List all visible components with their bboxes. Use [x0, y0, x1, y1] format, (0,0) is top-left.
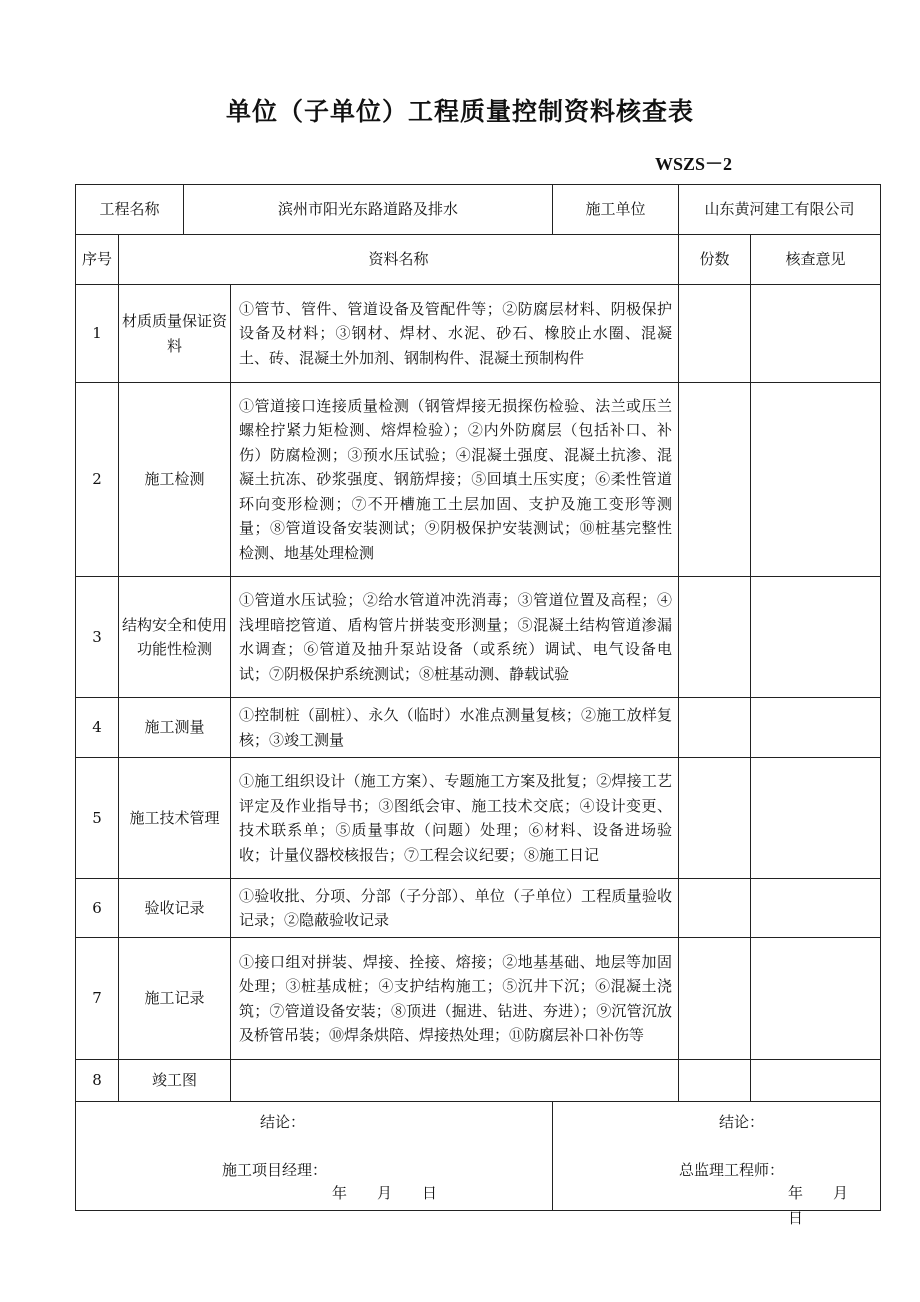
row-category: 施工技术管理: [119, 758, 231, 879]
table-row: [76, 1060, 881, 1102]
row-category: 竣工图: [119, 1060, 231, 1102]
row-description: ①管节、管件、管道设备及管配件等；②防腐层材料、阴极保护设备及材料；③钢材、焊材、水泥、砂石、橡胶止水圈、混凝土、砖、混凝土外加剂、钢制构件、混凝土预制构件: [231, 285, 679, 383]
row-category: 结构安全和使用功能性检测: [119, 577, 231, 698]
chief-supervisor-label: 总监理工程师：: [679, 1161, 785, 1179]
row-number: 8: [76, 1060, 119, 1102]
row-number: 1: [76, 285, 119, 383]
supervisor-signature-block: [553, 1102, 881, 1227]
supervisor-conclusion-label: 结论：: [719, 1113, 765, 1131]
copies-header: 份数: [679, 235, 751, 285]
table-row: [76, 758, 881, 879]
opinion-cell: [751, 577, 881, 698]
signature-row: [76, 1102, 881, 1211]
table-row: [76, 577, 881, 698]
table-row: [76, 383, 881, 577]
project-name-value: 滨州市阳光东路道路及排水: [184, 185, 553, 235]
opinion-cell: [751, 938, 881, 1060]
contractor-signature-block: [76, 1102, 553, 1211]
copies-cell: [679, 938, 751, 1060]
doc-name-header: 资料名称: [119, 235, 679, 285]
inspection-table: [75, 184, 881, 1227]
row-category: 施工测量: [119, 698, 231, 758]
row-number: 3: [76, 577, 119, 698]
row-category: 施工检测: [119, 383, 231, 577]
contractor-value: 山东黄河建工有限公司: [679, 185, 881, 235]
form-code: WSZS－2: [655, 154, 733, 174]
copies-cell: [679, 577, 751, 698]
opinion-cell: [751, 698, 881, 758]
row-number: 5: [76, 758, 119, 879]
table-row: [76, 879, 881, 938]
seq-header: 序号: [76, 235, 119, 285]
row-number: 7: [76, 938, 119, 1060]
opinion-header: 核查意见: [751, 235, 881, 285]
table-row: [76, 285, 881, 383]
opinion-cell: [751, 285, 881, 383]
opinion-cell: [751, 1060, 881, 1102]
supervisor-date: 年 月 日: [788, 1184, 879, 1227]
opinion-cell: [751, 758, 881, 879]
project-manager-label: 施工项目经理：: [222, 1161, 328, 1179]
copies-cell: [679, 285, 751, 383]
table-row: [76, 698, 881, 758]
row-category: 施工记录: [119, 938, 231, 1060]
copies-cell: [679, 879, 751, 938]
row-description: ①验收批、分项、分部（子分部）、单位（子单位）工程质量验收记录；②隐蔽验收记录: [231, 879, 679, 938]
opinion-cell: [751, 879, 881, 938]
contractor-label: 施工单位: [553, 185, 679, 235]
row-description: ①控制桩（副桩）、永久（临时）水准点测量复核；②施工放样复核；③竣工测量: [231, 698, 679, 758]
row-category: 材质质量保证资料: [119, 285, 231, 383]
row-number: 4: [76, 698, 119, 758]
row-description: [231, 1060, 679, 1102]
row-category: 验收记录: [119, 879, 231, 938]
row-number: 2: [76, 383, 119, 577]
contractor-conclusion-label: 结论：: [260, 1113, 306, 1131]
copies-cell: [679, 758, 751, 879]
row-number: 6: [76, 879, 119, 938]
project-name-label: 工程名称: [76, 185, 184, 235]
row-description: ①管道接口连接质量检测（钢管焊接无损探伤检验、法兰或压兰螺栓拧紧力矩检测、熔焊检验）；②内外防腐层（包括补口、补伤）防腐检测；③预水压试验；④混凝土强度、混凝土抗渗、混凝土抗冻、砂浆强度、钢筋焊接；⑤回填土压实度；⑥柔性管道环向变形检测；⑦不开槽施工土层加固、支护及施工变形等测量；⑧管道设备安装测试；⑨阴极保护安装测试；⑩桩基完整性检测、地基处理检测: [231, 383, 679, 577]
copies-cell: [679, 383, 751, 577]
copies-cell: [679, 1060, 751, 1102]
row-description: ①接口组对拼装、焊接、拴接、熔接；②地基基础、地层等加固处理；③桩基成桩；④支护结构施工；⑤沉井下沉；⑥混凝土浇筑；⑦管道设备安装；⑧顶进（掘进、钻进、夯进）；⑨沉管沉放及桥管吊装；⑩焊条烘陪、焊接热处理；⑪防腐层补口补伤等: [231, 938, 679, 1060]
page-title: 单位（子单位）工程质量控制资料核查表: [225, 97, 694, 126]
project-info-row: [76, 185, 881, 235]
opinion-cell: [751, 383, 881, 577]
column-header-row: [76, 235, 881, 285]
table-row: [76, 938, 881, 1060]
row-description: ①管道水压试验；②给水管道冲洗消毒；③管道位置及高程；④浅埋暗挖管道、盾构管片拼装变形测量；⑤混凝土结构管道渗漏水调查；⑥管道及抽升泵站设备（或系统）调试、电气设备电试；⑦阴极保护系统测试；⑧桩基动测、静载试验: [231, 577, 679, 698]
copies-cell: [679, 698, 751, 758]
row-description: ①施工组织设计（施工方案）、专题施工方案及批复；②焊接工艺评定及作业指导书；③图纸会审、施工技术交底；④设计变更、技术联系单；⑤质量事故（问题）处理；⑥材料、设备进场验收；计量仪器校核报告；⑦工程会议纪要；⑧施工日记: [231, 758, 679, 879]
contractor-date: 年 月 日: [332, 1184, 438, 1202]
